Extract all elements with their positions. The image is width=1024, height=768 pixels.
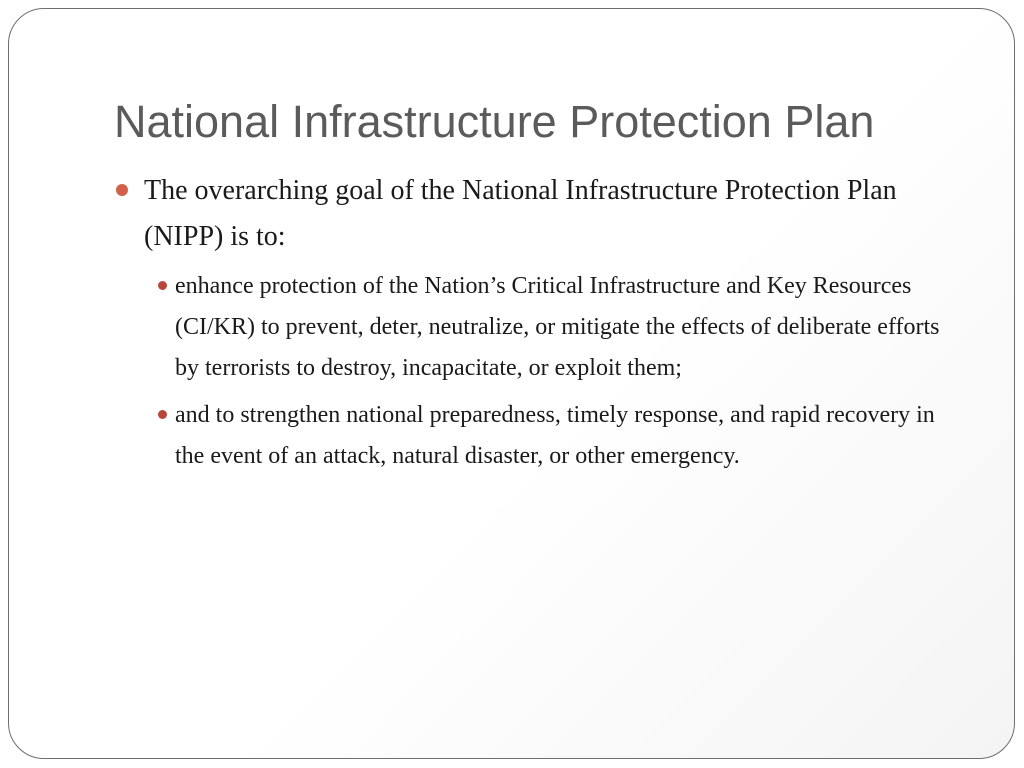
sub-bullet-text: enhance protection of the Nation’s Critical Infrastructure and Key Resources (CI/KR) to prevent, deter, neutralize, or mitigate the effects of deliberate efforts by terrorists to destroy, incapacitate, or exploit them; <box>175 273 940 381</box>
sub-bullet-dot-icon <box>158 281 167 290</box>
sub-bullet-list <box>158 266 964 477</box>
sub-bullet-item <box>158 266 964 389</box>
sub-bullet-item <box>158 395 964 477</box>
slide-title: National Infrastructure Protection Plan <box>114 96 875 147</box>
bullet-dot-icon <box>116 184 128 196</box>
bullet-item <box>114 168 964 260</box>
slide-content <box>114 168 964 483</box>
sub-bullet-text: and to strengthen national preparedness, timely response, and rapid recovery in the event of an attack, natural disaster, or other emergency. <box>175 402 935 469</box>
bullet-text: The overarching goal of the National Infrastructure Protection Plan (NIPP) is to: <box>144 175 897 252</box>
sub-bullet-dot-icon <box>158 410 167 419</box>
